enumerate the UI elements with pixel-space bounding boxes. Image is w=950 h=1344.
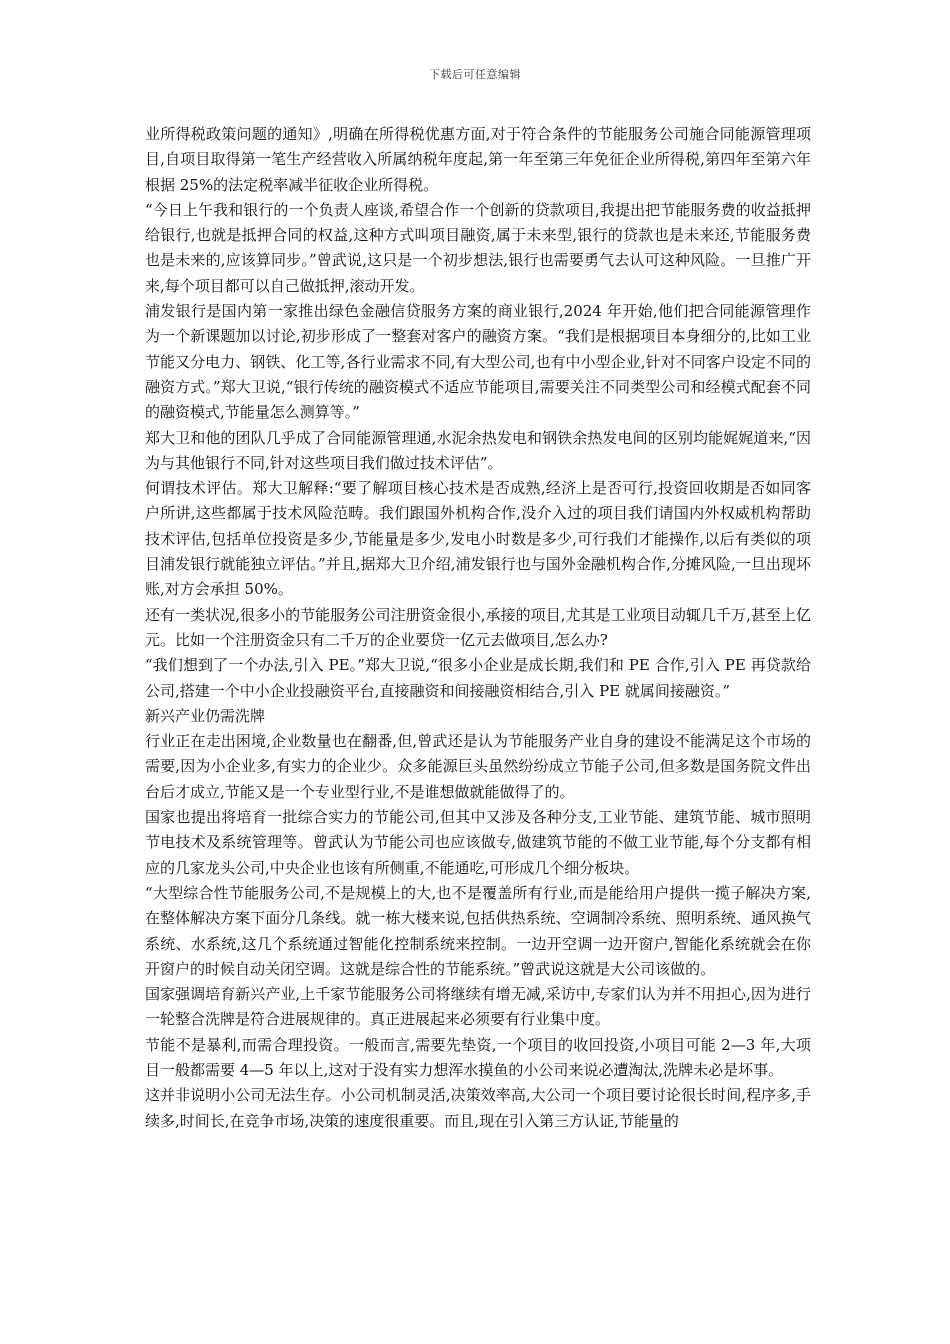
paragraph-small-company-advantages: 这并非说明小公司无法生存。小公司机制灵活,决策效率高,大公司一个项目要讨论很长时间,程序多,手续多,时间长,在竞争市场,决策的速度很重要。而且,现在引入第三方认证,节能量的 bbox=[145, 1086, 811, 1130]
page-header-note: 下载后可任意编辑 bbox=[429, 68, 521, 81]
paragraph-industry-status: 行业正在走出困境,企业数量也在翻番,但,曾武还是认为节能服务产业自身的建设不能满足这个市场的需要,因为小企业多,有实力的企业少。众多能源巨头虽然纷纷成立节能子公司,但多数是国务院文件出台后才成立,节能又是一个专业型行业,不是谁想做就能做得了的。 bbox=[145, 732, 811, 801]
paragraph-bank-loan: “今日上午我和银行的一个负责人座谈,希望合作一个创新的贷款项目,我提出把节能服务费的收益抵押给银行,也就是抵押合同的权益,这种方式叫项目融资,属于未来型,银行的贷款也是未来还,节能服务费也是未来的,应该算同步。”曾武说,这只是一个初步想法,银行也需要勇气去认可这种风险。一旦推广开来,每个项目都可以自己做抵押,滚动开发。 bbox=[145, 200, 811, 295]
paragraph-consolidation: 国家强调培育新兴产业,上千家节能服务公司将继续有增无减,采访中,专家们认为并不用担心,因为进行一轮整合洗牌是符合进展规律的。真正进展起来必须要有行业集中度。 bbox=[145, 985, 811, 1029]
paragraph-team-expertise: 郑大卫和他的团队几乎成了合同能源管理通,水泥余热发电和钢铁余热发电间的区别均能娓娓道来,“因为与其他银行不同,针对这些项目我们做过技术评估”。 bbox=[145, 428, 811, 472]
section-heading: 新兴产业仍需洗牌 bbox=[145, 706, 266, 725]
paragraph-specialization: 国家也提出将培育一批综合实力的节能公司,但其中又涉及各种分支,工业节能、建筑节能、城市照明节电技术及系统管理等。曾武认为节能公司也应该做专,做建筑节能的不做工业节能,每个分支都有相应的几家龙头公司,中央企业也该有所侧重,不能通吃,可形成几个细分板块。 bbox=[145, 808, 811, 877]
paragraph-technical-assessment: 何谓技术评估。郑大卫解释:“要了解项目核心技术是否成熟,经济上是否可行,投资回收期是否如同客户所讲,这些都属于技术风险范畴。我们跟国外机构合作,没介入过的项目我们请国内外权威机构帮助技术评估,包括单位投资是多少,节能量是多少,发电小时数是多少,可行我们才能操作,以后有类似的项目浦发银行就能独立评估。”并且,据郑大卫介绍,浦发银行也与国外金融机构合作,分摊风险,一旦出现坏账,对方会承担 50%。 bbox=[145, 479, 811, 599]
document-body bbox=[145, 122, 811, 1134]
paragraph-tax-policy: 业所得税政策问题的通知》,明确在所得税优惠方面,对于符合条件的节能服务公司施合同能源管理项目,自项目取得第一笔生产经营收入所属纳税年度起,第一年至第三年免征企业所得税,第四年至第六年根据 25%的法定税率减半征收企业所得税。 bbox=[145, 125, 811, 194]
paragraph-pe-introduction: “我们想到了一个办法,引入 PE。”郑大卫说,“很多小企业是成长期,我们和 PE 合作,引入 PE 再贷款给公司,搭建一个中小企业投融资平台,直接融资和间接融资相结合,引入 PE 就属间接融资。” bbox=[145, 656, 811, 700]
paragraph-small-companies: 还有一类状况,很多小的节能服务公司注册资金很小,承接的项目,尤其是工业项目动辄几千万,甚至上亿元。比如一个注册资金只有二千万的企业要贷一亿元去做项目,怎么办? bbox=[145, 605, 811, 649]
paragraph-investment: 节能不是暴利,而需合理投资。一般而言,需要先垫资,一个项目的收回投资,小项目可能 2—3 年,大项目一般都需要 4—5 年以上,这对于没有实力想浑水摸鱼的小公司来说必遭淘汰,洗牌未必是坏事。 bbox=[145, 1035, 811, 1079]
paragraph-spdb-financing: 浦发银行是国内第一家推出绿色金融信贷服务方案的商业银行,2024 年开始,他们把合同能源管理作为一个新课题加以讨论,初步形成了一整套对客户的融资方案。“我们是根据项目本身细分的,比如工业节能又分电力、钢铁、化工等,各行业需求不同,有大型公司,也有中小型企业,针对不同客户设定不同的融资方式。”郑大卫说,“银行传统的融资模式不适应节能项目,需要关注不同类型公司和经模式配套不同的融资模式,节能量怎么测算等。” bbox=[145, 302, 811, 422]
paragraph-comprehensive-service: “大型综合性节能服务公司,不是规模上的大,也不是覆盖所有行业,而是能给用户提供一揽子解决方案,在整体解决方案下面分几条线。就一栋大楼来说,包括供热系统、空调制冷系统、照明系统、通风换气系统、水系统,这几个系统通过智能化控制系统来控制。一边开空调一边开窗户,智能化系统就会在你开窗户的时候自动关闭空调。这就是综合性的节能系统。”曾武说这就是大公司该做的。 bbox=[145, 883, 811, 978]
